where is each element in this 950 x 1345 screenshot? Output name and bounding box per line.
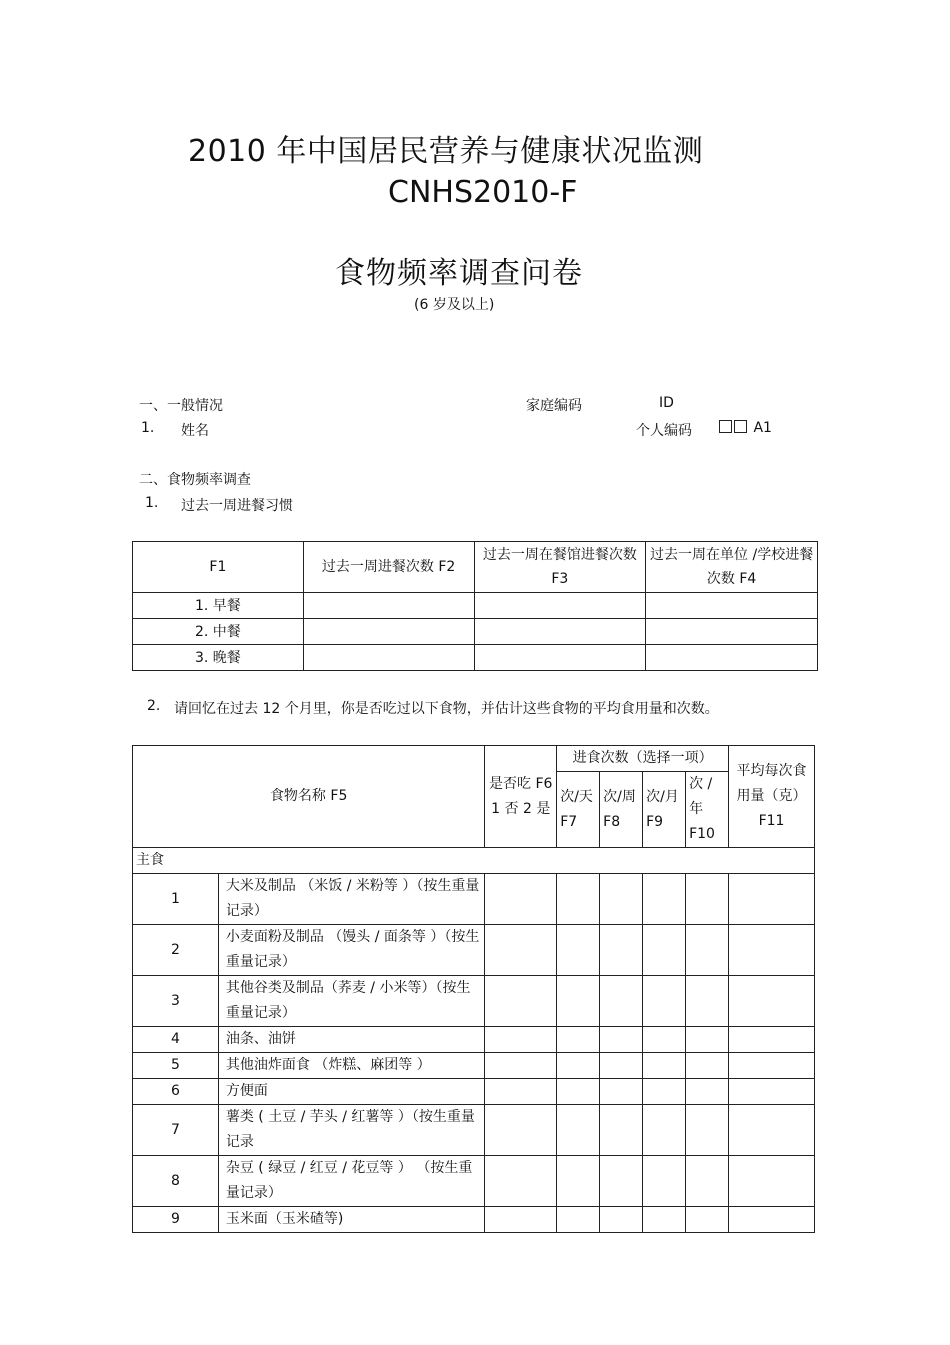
input-cell[interactable] <box>686 1207 729 1233</box>
q1-num: 1. <box>145 495 159 511</box>
input-cell[interactable] <box>485 976 557 1027</box>
input-cell[interactable] <box>686 1105 729 1156</box>
input-cell[interactable] <box>485 874 557 925</box>
input-cell[interactable] <box>686 1156 729 1207</box>
input-cell[interactable] <box>557 1207 600 1233</box>
input-cell[interactable] <box>729 1105 815 1156</box>
code-box[interactable] <box>734 420 747 433</box>
input-cell[interactable] <box>729 1053 815 1079</box>
input-cell[interactable] <box>686 1053 729 1079</box>
input-cell[interactable] <box>303 645 474 671</box>
input-cell[interactable] <box>557 874 600 925</box>
input-cell[interactable] <box>646 619 818 645</box>
food-number: 6 <box>133 1079 219 1105</box>
input-cell[interactable] <box>643 1105 686 1156</box>
header-f1: F1 <box>133 542 304 593</box>
age-note: (6 岁及以上) <box>414 297 495 313</box>
input-cell[interactable] <box>557 1105 600 1156</box>
title-line3: 食物频率调查问卷 <box>335 256 583 291</box>
input-cell[interactable] <box>643 976 686 1027</box>
input-cell[interactable] <box>686 1027 729 1053</box>
title-line2: CNHS2010-F <box>388 175 578 210</box>
input-cell[interactable] <box>686 976 729 1027</box>
input-cell[interactable] <box>643 1027 686 1053</box>
input-cell[interactable] <box>557 1053 600 1079</box>
header-f4: 过去一周在单位 /学校进餐次数 F4 <box>646 542 818 593</box>
table-row <box>133 1156 815 1207</box>
table-row <box>133 874 815 925</box>
food-name: 小麦面粉及制品 （馒头 / 面条等 ）（按生重量记录） <box>218 925 484 976</box>
input-cell[interactable] <box>729 1207 815 1233</box>
input-cell[interactable] <box>485 1053 557 1079</box>
input-cell[interactable] <box>729 976 815 1027</box>
input-cell[interactable] <box>729 1079 815 1105</box>
input-cell[interactable] <box>485 1027 557 1053</box>
q2-num: 2. <box>147 698 161 714</box>
header-per-month: 次/月 F9 <box>643 772 686 848</box>
input-cell[interactable] <box>474 593 646 619</box>
table-row <box>133 1207 815 1233</box>
input-cell[interactable] <box>600 874 643 925</box>
food-frequency-table <box>132 745 815 1233</box>
food-number: 7 <box>133 1105 219 1156</box>
food-name: 大米及制品 （米饭 / 米粉等 ）（按生重量记录） <box>218 874 484 925</box>
food-number: 1 <box>133 874 219 925</box>
input-cell[interactable] <box>646 593 818 619</box>
name-label: 姓名 <box>181 423 209 439</box>
category-staple: 主食 <box>133 848 815 874</box>
input-cell[interactable] <box>557 1079 600 1105</box>
personal-code-boxes[interactable] <box>719 420 772 436</box>
header-f3: 过去一周在餐馆进餐次数 F3 <box>474 542 646 593</box>
food-number: 9 <box>133 1207 219 1233</box>
personal-code-label: 个人编码 <box>636 423 692 439</box>
table-row <box>133 1105 815 1156</box>
input-cell[interactable] <box>600 1207 643 1233</box>
food-number: 2 <box>133 925 219 976</box>
food-name: 薯类 ( 土豆 / 芋头 / 红薯等 ）（按生重量记录 <box>218 1105 484 1156</box>
food-name: 杂豆 ( 绿豆 / 红豆 / 花豆等 ） （按生重量记录） <box>218 1156 484 1207</box>
input-cell[interactable] <box>303 593 474 619</box>
input-cell[interactable] <box>729 1027 815 1053</box>
header-food-name: 食物名称 F5 <box>133 746 485 848</box>
input-cell[interactable] <box>643 925 686 976</box>
header-per-week: 次/周 F8 <box>600 772 643 848</box>
family-code-label: 家庭编码 <box>526 398 582 414</box>
header-frequency: 进食次数（选择一项） <box>557 746 729 772</box>
table-row <box>133 976 815 1027</box>
input-cell[interactable] <box>643 1207 686 1233</box>
input-cell[interactable] <box>643 1053 686 1079</box>
input-cell[interactable] <box>600 1105 643 1156</box>
id-label: ID <box>659 395 674 411</box>
input-cell[interactable] <box>474 619 646 645</box>
input-cell[interactable] <box>600 1053 643 1079</box>
input-cell[interactable] <box>485 1156 557 1207</box>
input-cell[interactable] <box>303 619 474 645</box>
meal-dinner: 3. 晚餐 <box>133 645 304 671</box>
header-f2: 过去一周进餐次数 F2 <box>303 542 474 593</box>
title-line1: 2010 年中国居民营养与健康状况监测 <box>188 134 704 169</box>
input-cell[interactable] <box>729 925 815 976</box>
input-cell[interactable] <box>485 1079 557 1105</box>
food-number: 3 <box>133 976 219 1027</box>
header-eaten: 是否吃 F6 1 否 2 是 <box>485 746 557 848</box>
input-cell[interactable] <box>600 976 643 1027</box>
input-cell[interactable] <box>485 1207 557 1233</box>
food-name: 油条、油饼 <box>218 1027 484 1053</box>
table-row <box>133 1079 815 1105</box>
input-cell[interactable] <box>686 925 729 976</box>
table-row <box>133 1027 815 1053</box>
input-cell[interactable] <box>643 1079 686 1105</box>
input-cell[interactable] <box>600 1156 643 1207</box>
food-name: 其他谷类及制品（荞麦 / 小米等）（按生重量记录） <box>218 976 484 1027</box>
meal-lunch: 2. 中餐 <box>133 619 304 645</box>
q1-label: 过去一周进餐习惯 <box>181 498 293 514</box>
a1-label: A1 <box>753 420 772 436</box>
food-number: 4 <box>133 1027 219 1053</box>
item1-num: 1. <box>141 420 155 436</box>
input-cell[interactable] <box>686 874 729 925</box>
food-name: 其他油炸面食 （炸糕、麻团等 ） <box>218 1053 484 1079</box>
table-row <box>133 925 815 976</box>
input-cell[interactable] <box>557 1156 600 1207</box>
input-cell[interactable] <box>600 1079 643 1105</box>
header-per-day: 次/天 F7 <box>557 772 600 848</box>
input-cell[interactable] <box>557 976 600 1027</box>
input-cell[interactable] <box>729 1156 815 1207</box>
input-cell[interactable] <box>643 1156 686 1207</box>
input-cell[interactable] <box>485 1105 557 1156</box>
header-per-year: 次 / 年 F10 <box>686 772 729 848</box>
input-cell[interactable] <box>474 645 646 671</box>
food-name: 方便面 <box>218 1079 484 1105</box>
section1-heading: 一、一般情况 <box>139 398 223 414</box>
input-cell[interactable] <box>643 874 686 925</box>
code-box[interactable] <box>719 420 732 433</box>
input-cell[interactable] <box>686 1079 729 1105</box>
meal-breakfast: 1. 早餐 <box>133 593 304 619</box>
input-cell[interactable] <box>485 925 557 976</box>
meal-habits-table <box>132 541 818 671</box>
input-cell[interactable] <box>557 925 600 976</box>
food-name: 玉米面（玉米碴等) <box>218 1207 484 1233</box>
input-cell[interactable] <box>729 874 815 925</box>
section2-heading: 二、食物频率调查 <box>139 472 251 488</box>
q2-text: 请回忆在过去 12 个月里，你是否吃过以下食物，并估计这些食物的平均食用量和次数。 <box>174 701 719 717</box>
header-average-amount: 平均每次食用量（克）F11 <box>729 746 815 848</box>
food-number: 8 <box>133 1156 219 1207</box>
input-cell[interactable] <box>557 1027 600 1053</box>
input-cell[interactable] <box>600 925 643 976</box>
table-row <box>133 1053 815 1079</box>
input-cell[interactable] <box>600 1027 643 1053</box>
food-number: 5 <box>133 1053 219 1079</box>
input-cell[interactable] <box>646 645 818 671</box>
